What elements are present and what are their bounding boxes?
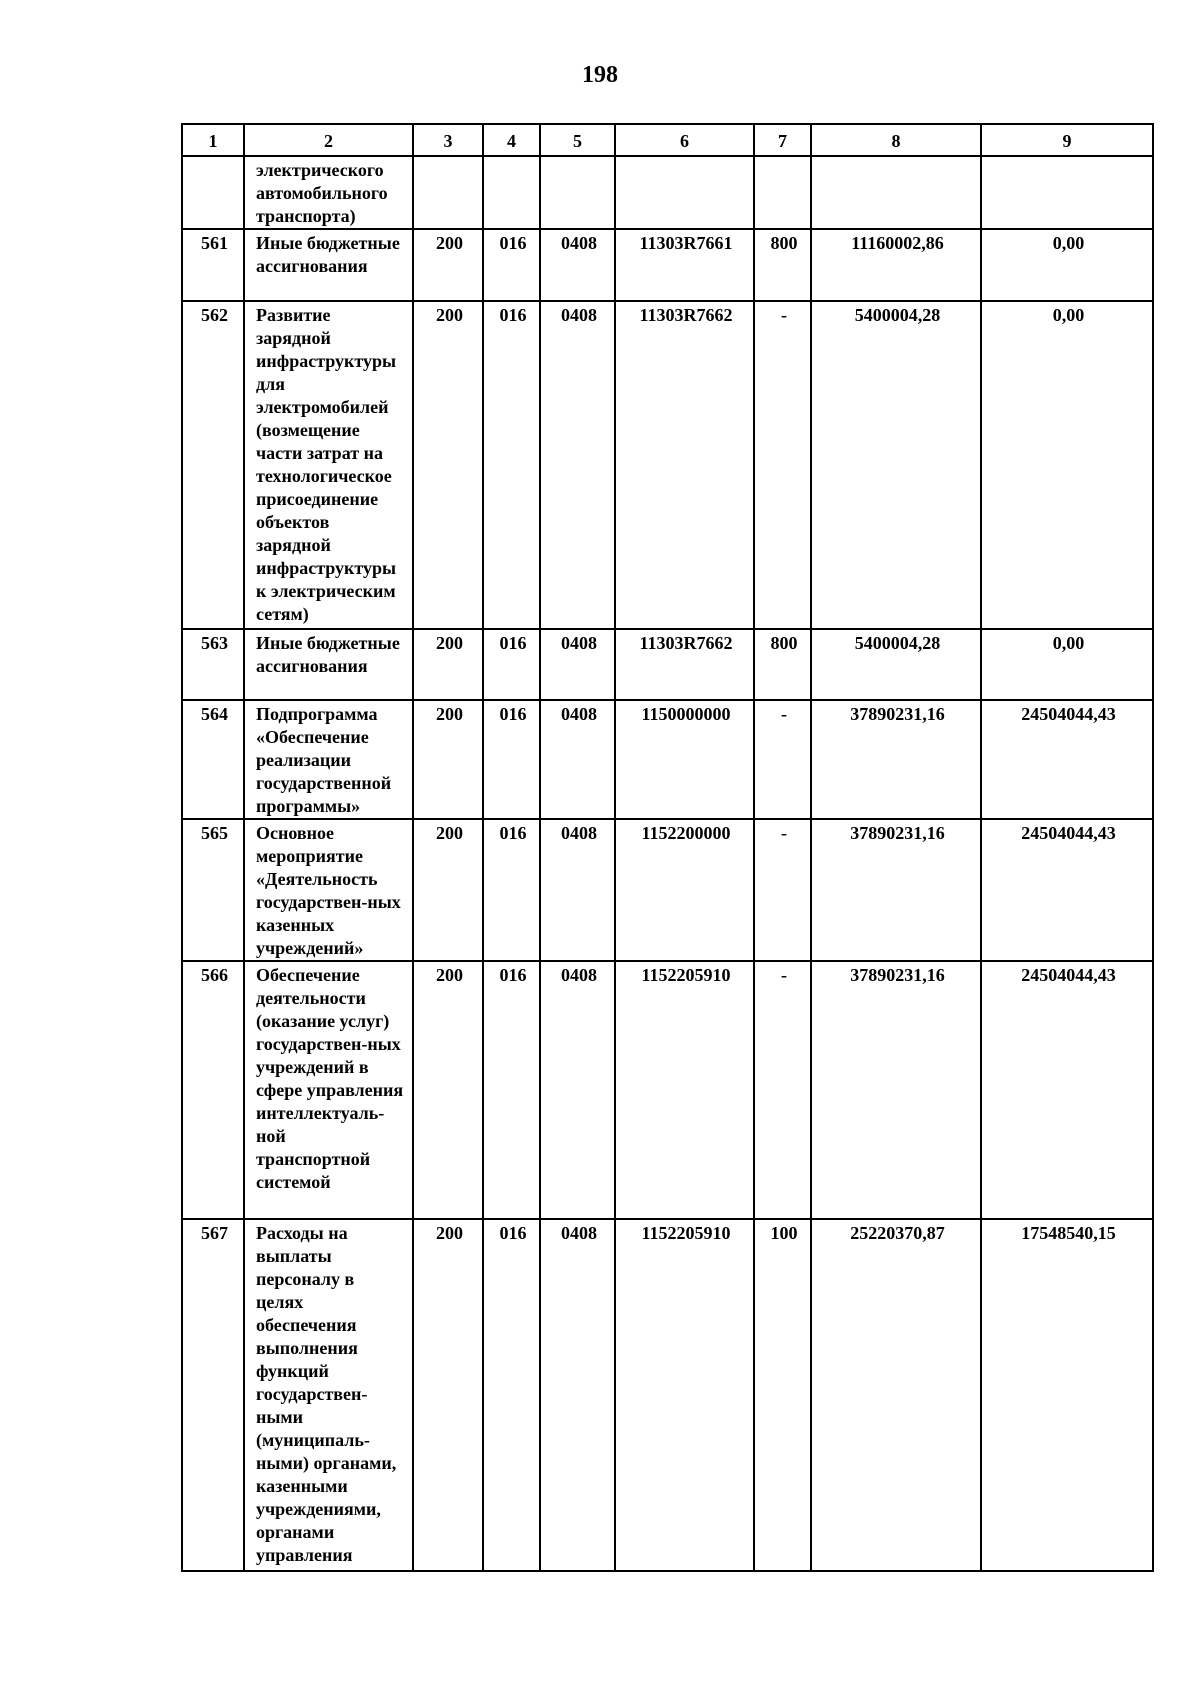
table-row: [182, 156, 1153, 229]
item-name: Развитие зарядной инфраструктуры для электромобилей (возмещение части затрат на технологическое присоединение объектов зарядной инфраструктуры к электрическим сетям): [244, 301, 413, 629]
cell-col3: [413, 156, 483, 229]
column-header: 5: [540, 124, 615, 156]
cell-col7: 800: [754, 229, 811, 301]
cell-col7: [754, 156, 811, 229]
item-name: Иные бюджетные ассигнования: [244, 229, 413, 301]
cell-col4: 016: [483, 1219, 540, 1571]
cell-col8: [811, 156, 981, 229]
item-name: Основное мероприятие «Деятельность государствен-ных казенных учреждений»: [244, 819, 413, 961]
cell-col3: 200: [413, 700, 483, 819]
row-number: 562: [182, 301, 244, 629]
column-header: 1: [182, 124, 244, 156]
item-name: Расходы на выплаты персоналу в целях обеспечения выполнения функций государствен-ными (муниципаль-ными) органами, казенными учреждениями, органами управления: [244, 1219, 413, 1571]
cell-col6: 11303R7662: [615, 301, 754, 629]
cell-col4: 016: [483, 700, 540, 819]
column-header: 2: [244, 124, 413, 156]
cell-col6: 1152205910: [615, 961, 754, 1219]
cell-col9: 0,00: [981, 629, 1153, 700]
cell-col3: 200: [413, 301, 483, 629]
column-header: 4: [483, 124, 540, 156]
cell-col3: 200: [413, 961, 483, 1219]
table-row: [182, 700, 1153, 819]
cell-col3: 200: [413, 819, 483, 961]
cell-col5: 0408: [540, 1219, 615, 1571]
cell-col3: 200: [413, 629, 483, 700]
item-name: электрического автомобильного транспорта): [244, 156, 413, 229]
cell-col6: [615, 156, 754, 229]
cell-col7: 800: [754, 629, 811, 700]
table-row: [182, 229, 1153, 301]
cell-col5: 0408: [540, 700, 615, 819]
cell-col8: 25220370,87: [811, 1219, 981, 1571]
row-number: 563: [182, 629, 244, 700]
row-number: 564: [182, 700, 244, 819]
cell-col8: 5400004,28: [811, 629, 981, 700]
cell-col9: 24504044,43: [981, 700, 1153, 819]
cell-col8: 11160002,86: [811, 229, 981, 301]
row-number: 565: [182, 819, 244, 961]
column-header: 7: [754, 124, 811, 156]
cell-col9: 0,00: [981, 229, 1153, 301]
cell-col5: 0408: [540, 229, 615, 301]
item-name: Подпрограмма «Обеспечение реализации государственной программы»: [244, 700, 413, 819]
column-header: 3: [413, 124, 483, 156]
table-row: [182, 819, 1153, 961]
cell-col9: [981, 156, 1153, 229]
cell-col8: 37890231,16: [811, 700, 981, 819]
cell-col7: -: [754, 301, 811, 629]
cell-col3: 200: [413, 229, 483, 301]
cell-col7: -: [754, 819, 811, 961]
table-row: [182, 301, 1153, 629]
cell-col5: 0408: [540, 629, 615, 700]
cell-col6: 1152200000: [615, 819, 754, 961]
row-number: 567: [182, 1219, 244, 1571]
cell-col6: 1152205910: [615, 1219, 754, 1571]
cell-col8: 5400004,28: [811, 301, 981, 629]
cell-col4: 016: [483, 819, 540, 961]
table-row: [182, 1219, 1153, 1571]
column-header: 8: [811, 124, 981, 156]
item-name: Иные бюджетные ассигнования: [244, 629, 413, 700]
row-number: 566: [182, 961, 244, 1219]
row-number: 561: [182, 229, 244, 301]
cell-col4: [483, 156, 540, 229]
table-row: [182, 961, 1153, 1219]
cell-col7: -: [754, 700, 811, 819]
table-row: [182, 629, 1153, 700]
cell-col4: 016: [483, 629, 540, 700]
cell-col9: 0,00: [981, 301, 1153, 629]
cell-col9: 24504044,43: [981, 961, 1153, 1219]
cell-col7: -: [754, 961, 811, 1219]
cell-col7: 100: [754, 1219, 811, 1571]
column-header: 9: [981, 124, 1153, 156]
budget-table: [181, 123, 1154, 1572]
cell-col4: 016: [483, 301, 540, 629]
cell-col6: 1150000000: [615, 700, 754, 819]
item-name: Обеспечение деятельности (оказание услуг) государствен-ных учреждений в сфере управления интеллектуаль-ной транспортной системой: [244, 961, 413, 1219]
header-row: [182, 124, 1153, 156]
cell-col9: 17548540,15: [981, 1219, 1153, 1571]
cell-col5: 0408: [540, 301, 615, 629]
page-number: 198: [582, 62, 618, 88]
column-header: 6: [615, 124, 754, 156]
cell-col5: [540, 156, 615, 229]
cell-col3: 200: [413, 1219, 483, 1571]
cell-col6: 11303R7662: [615, 629, 754, 700]
cell-col5: 0408: [540, 819, 615, 961]
cell-col6: 11303R7661: [615, 229, 754, 301]
cell-col5: 0408: [540, 961, 615, 1219]
cell-col4: 016: [483, 229, 540, 301]
cell-col9: 24504044,43: [981, 819, 1153, 961]
cell-col8: 37890231,16: [811, 961, 981, 1219]
cell-col8: 37890231,16: [811, 819, 981, 961]
cell-col4: 016: [483, 961, 540, 1219]
row-number: [182, 156, 244, 229]
